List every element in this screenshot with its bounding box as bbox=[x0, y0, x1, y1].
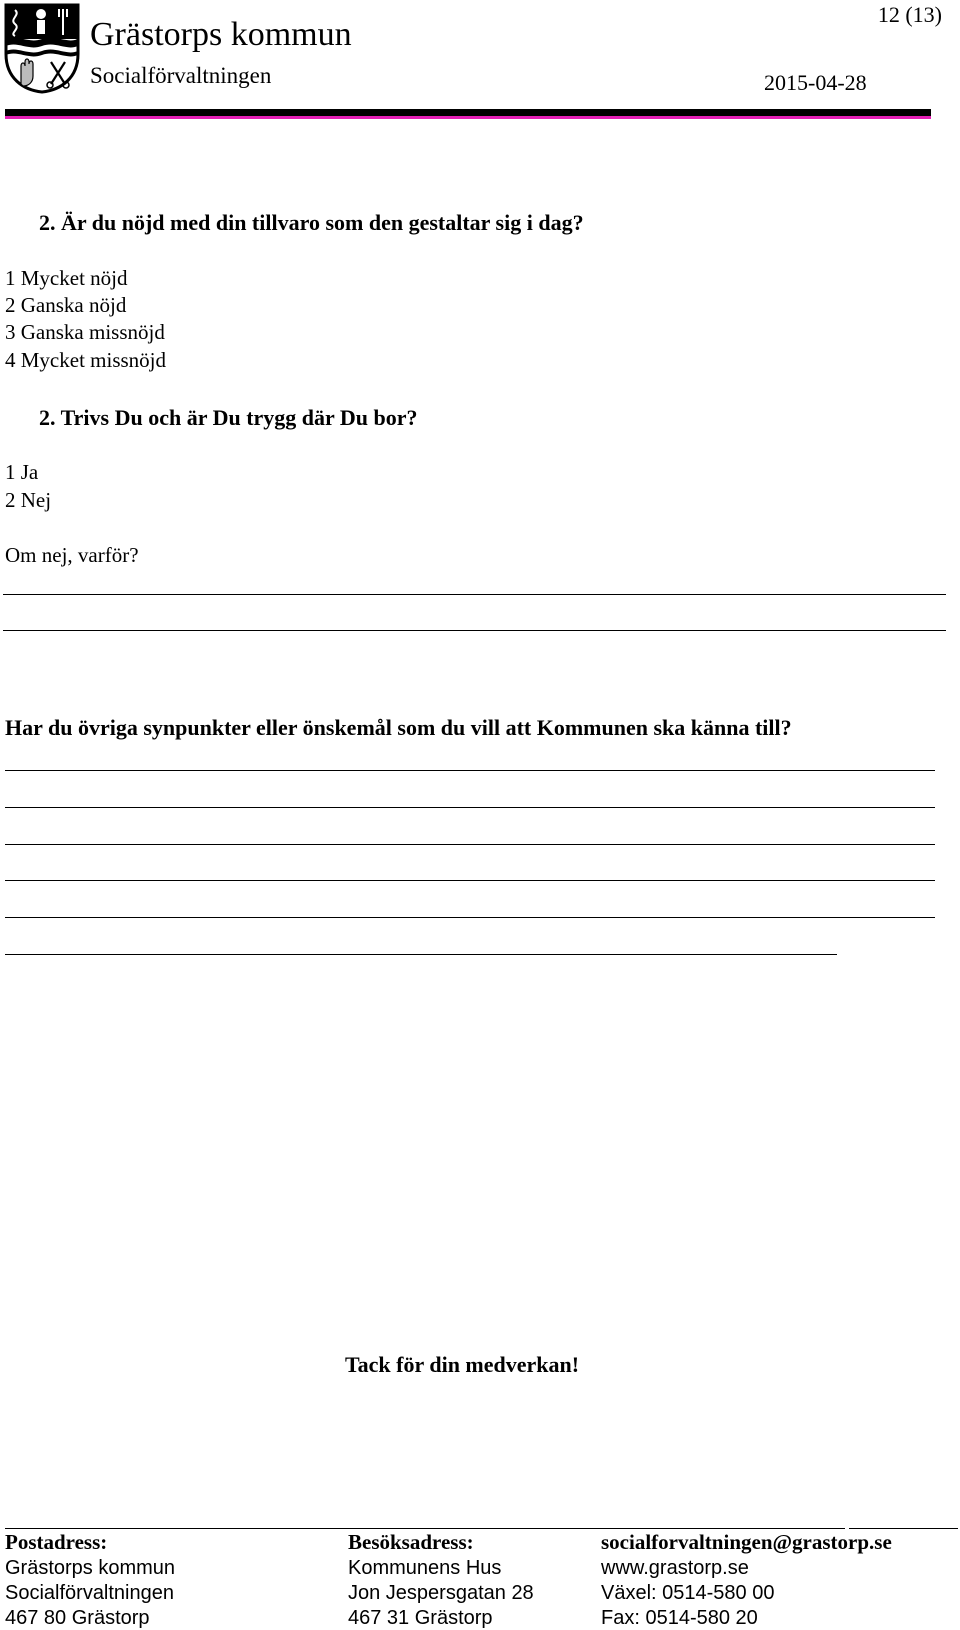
footer-postal-line: Grästorps kommun bbox=[5, 1557, 176, 1579]
answer-line[interactable] bbox=[5, 917, 935, 918]
organization-name: Grästorps kommun bbox=[90, 16, 352, 53]
document-date: 2015-04-28 bbox=[764, 70, 867, 95]
footer-postal-line: Socialförvaltningen bbox=[5, 1582, 174, 1604]
department-name: Socialförvaltningen bbox=[90, 63, 272, 88]
answer-option: 1 Mycket nöjd bbox=[5, 266, 128, 290]
footer-rule bbox=[5, 1528, 845, 1529]
footer-visit-line: Jon Jespersgatan 28 bbox=[348, 1582, 534, 1604]
answer-line[interactable] bbox=[5, 954, 837, 955]
footer-visit-line: 467 31 Grästorp bbox=[348, 1607, 493, 1629]
footer-email-link[interactable]: socialforvaltningen@grastorp.se bbox=[601, 1530, 892, 1554]
question-safety-title: 2. Trivs Du och är Du trygg där Du bor? bbox=[39, 405, 418, 430]
question-satisfaction-title: 2. Är du nöjd med din tillvaro som den gestaltar sig i dag? bbox=[39, 210, 584, 235]
footer-fax: Fax: 0514-580 20 bbox=[601, 1607, 758, 1629]
answer-line[interactable] bbox=[5, 807, 935, 808]
page-number: 12 (13) bbox=[877, 2, 942, 27]
footer-website-link[interactable]: www.grastorp.se bbox=[601, 1557, 749, 1579]
answer-option: 2 Ganska nöjd bbox=[5, 293, 127, 317]
footer-phone: Växel: 0514-580 00 bbox=[601, 1582, 775, 1604]
header-rule bbox=[5, 109, 931, 116]
footer-postal-heading: Postadress: bbox=[5, 1530, 108, 1554]
coat-of-arms-icon bbox=[3, 2, 81, 94]
answer-option: 1 Ja bbox=[5, 460, 39, 484]
answer-option: 2 Nej bbox=[5, 488, 52, 512]
footer-postal-line: 467 80 Grästorp bbox=[5, 1607, 150, 1629]
answer-option: 3 Ganska missnöjd bbox=[5, 320, 165, 344]
followup-prompt: Om nej, varför? bbox=[5, 543, 139, 567]
answer-line[interactable] bbox=[5, 770, 935, 771]
answer-line[interactable] bbox=[5, 880, 935, 881]
header-accent-rule bbox=[5, 116, 931, 119]
answer-line[interactable] bbox=[5, 844, 935, 845]
closing-thanks: Tack för din medverkan! bbox=[345, 1352, 580, 1377]
answer-line[interactable] bbox=[3, 630, 946, 631]
answer-option: 4 Mycket missnöjd bbox=[5, 348, 166, 372]
footer-visit-line: Kommunens Hus bbox=[348, 1557, 502, 1579]
question-comments-title: Har du övriga synpunkter eller önskemål som du vill att Kommunen ska känna till? bbox=[5, 715, 792, 740]
answer-line[interactable] bbox=[3, 594, 946, 595]
footer-rule bbox=[849, 1528, 958, 1529]
footer-visit-heading: Besöksadress: bbox=[348, 1530, 474, 1554]
